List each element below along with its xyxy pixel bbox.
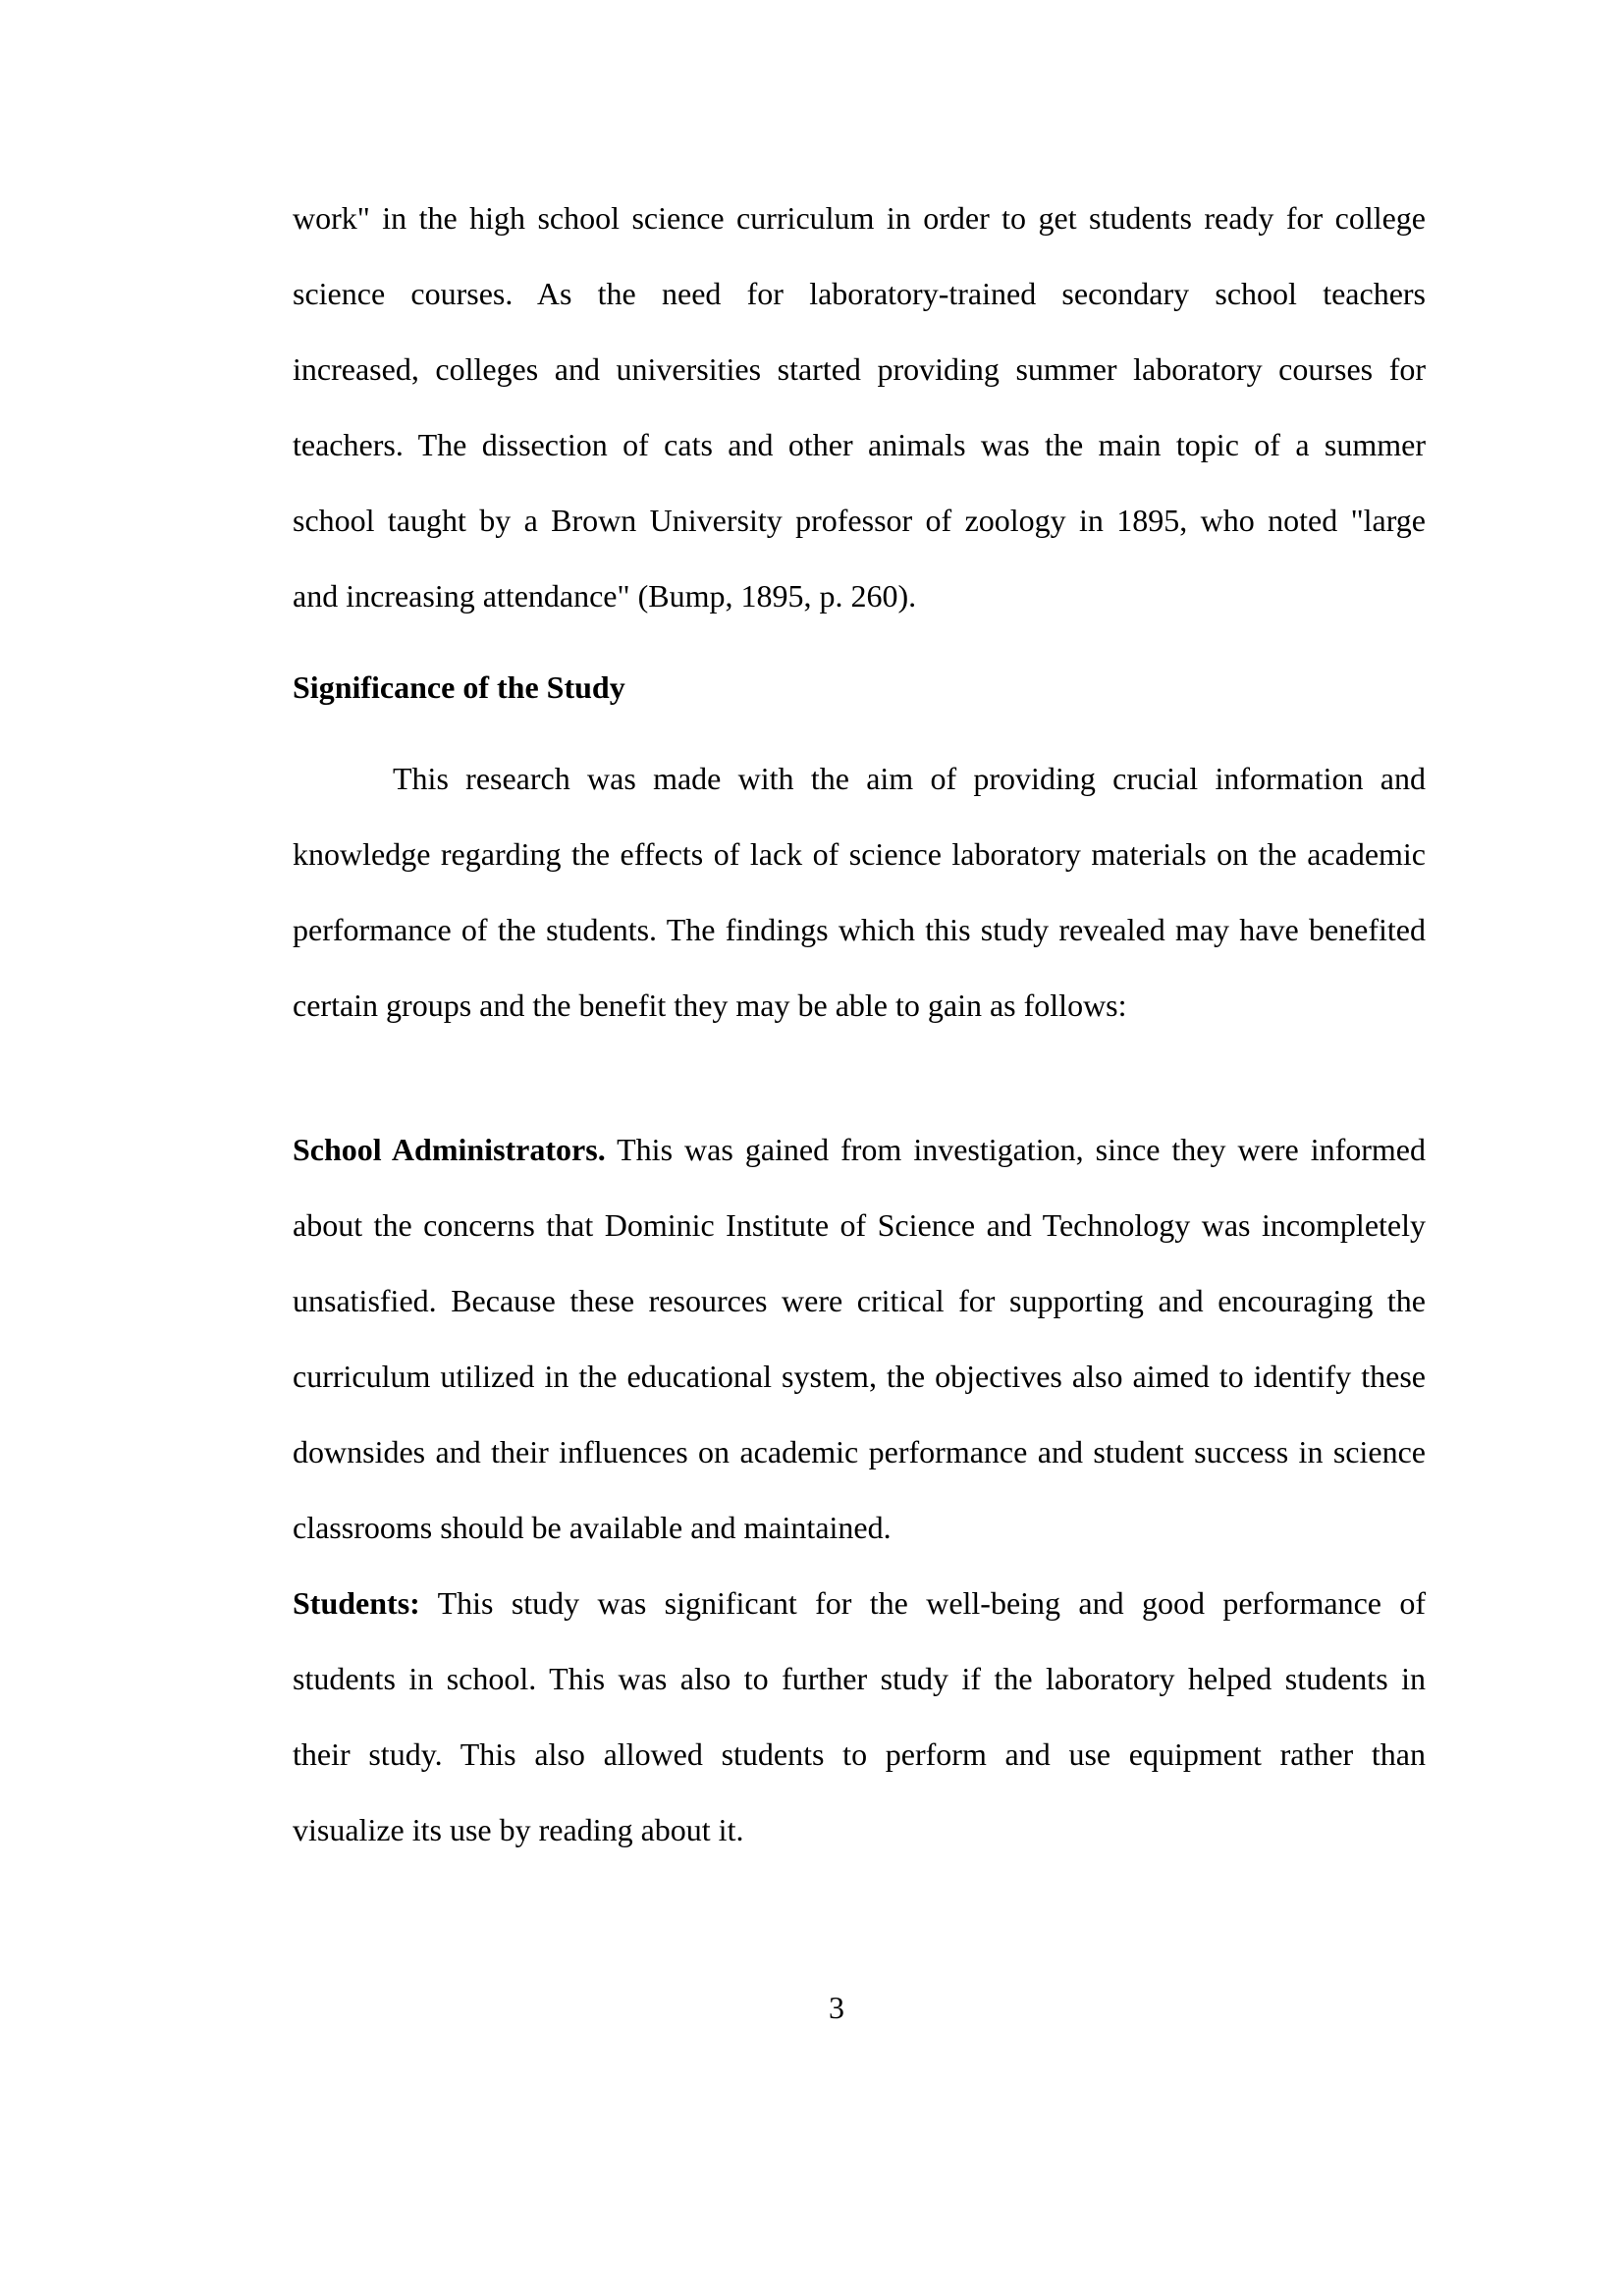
text-line: teachers. The dissection of cats and other animals was the main topic of a summer xyxy=(293,427,1426,462)
text-line: unsatisfied. Because these resources were critical for supporting and encouraging the xyxy=(293,1283,1426,1318)
text-line: classrooms should be available and maintained. xyxy=(293,1510,892,1545)
text-line: science courses. As the need for laboratory-trained secondary school teachers xyxy=(293,276,1426,311)
document-body xyxy=(293,181,1426,1868)
paragraph-history-continuation xyxy=(293,181,1426,634)
text-line: performance of the students. The findings which this study revealed may have benefited xyxy=(293,912,1426,947)
text-line: students in school. This was also to further study if the laboratory helped students in xyxy=(293,1661,1426,1696)
heading-text: Significance of the Study xyxy=(293,669,625,705)
text-line: School Administrators. This was gained from investigation, since they were informed xyxy=(293,1132,1427,1167)
page-number: 3 xyxy=(829,1990,844,2025)
text-line: school taught by a Brown University professor of zoology in 1895, who noted "large xyxy=(293,503,1426,538)
paragraph-research-aim xyxy=(293,741,1426,1043)
bold-lead-in: School Administrators. xyxy=(293,1132,606,1167)
paragraph-school-administrators xyxy=(293,1112,1426,1566)
text-line: visualize its use by reading about it. xyxy=(293,1812,744,1847)
text-line: about the concerns that Dominic Institute of Science and Technology was incompletely xyxy=(293,1207,1426,1243)
heading-significance-of-the-study xyxy=(293,650,1426,725)
text-line: certain groups and the benefit they may be able to gain as follows: xyxy=(293,988,1127,1023)
text-line: downsides and their influences on academic performance and student success in science xyxy=(293,1434,1426,1469)
text-line: This research was made with the aim of providing crucial information and xyxy=(393,761,1426,796)
bold-lead-in: Students: xyxy=(293,1585,420,1621)
page-footer xyxy=(0,1970,1624,2046)
text-line: curriculum utilized in the educational system, the objectives also aimed to identify these xyxy=(293,1359,1426,1394)
text-line: knowledge regarding the effects of lack of science laboratory materials on the academic xyxy=(293,836,1426,872)
paragraph-students xyxy=(293,1566,1426,1868)
text-line: and increasing attendance" (Bump, 1895, p. 260). xyxy=(293,578,917,614)
text-line: their study. This also allowed students to perform and use equipment rather than xyxy=(293,1736,1426,1772)
text-line: Students: This study was significant for the well-being and good performance of xyxy=(293,1585,1426,1621)
text-line: increased, colleges and universities started providing summer laboratory courses for xyxy=(293,351,1426,387)
text-line: work" in the high school science curriculum in order to get students ready for college xyxy=(293,200,1426,236)
